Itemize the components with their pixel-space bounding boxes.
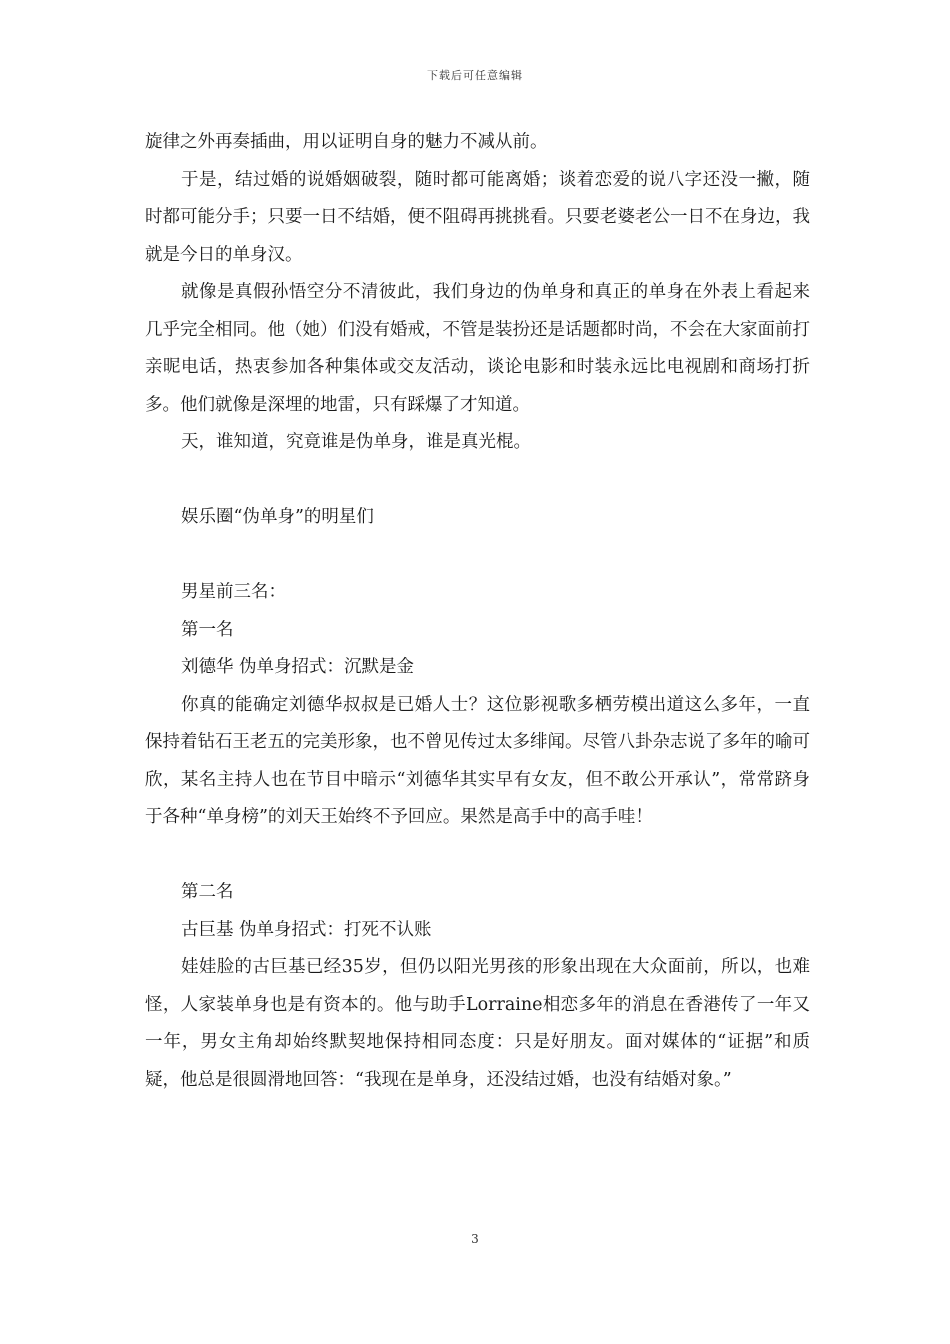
blank-line: [145, 537, 810, 575]
rank-description: 娃娃脸的古巨基已经35岁，但仍以阳光男孩的形象出现在大众面前，所以，也难怪，人家装单身也是有资本的。他与助手Lorraine相恋多年的消息在香港传了一年又一年，男女主角却始终默契地保持相同态度：只是好朋友。面对媒体的“证据”和质疑，他总是很圆滑地回答：“我现在是单身，还没结过婚，也没有结婚对象。”: [145, 957, 810, 1090]
section-title: 娱乐圈“伪单身”的明星们: [181, 507, 374, 527]
rank-description: 你真的能确定刘德华叔叔是已婚人士？这位影视歌多栖劳模出道这么多年，一直保持着钻石王老五的完美形象，也不曾见传过太多绯闻。尽管八卦杂志说了多年的喻可欣，某名主持人也在节目中暗示“刘德华其实早有女友，但不敢公开承认”，常常跻身于各种“单身榜”的刘天王始终不予回应。果然是高手中的高手哇！: [145, 694, 810, 827]
rank-name: 刘德华 伪单身招式：沉默是金: [181, 657, 415, 677]
rank-name: 古巨基 伪单身招式：打死不认账: [181, 919, 432, 940]
blank-line: [145, 837, 810, 875]
paragraph-fake-single: 就像是真假孙悟空分不清彼此，我们身边的伪单身和真正的单身在外表上看起来几乎完全相同。他（她）们没有婚戒，不管是装扮还是话题都时尚，不会在大家面前打亲昵电话，热衷参加各种集体或交友活动，谈论电影和时装永远比电视剧和商场打折多。他们就像是深埋的地雷，只有踩爆了才知道。: [145, 282, 810, 415]
rank-heading: 第二名: [181, 882, 234, 902]
paragraph-continuation: 旋律之外再奏插曲，用以证明自身的魅力不减从前。: [145, 132, 548, 152]
page-number: 3: [471, 1232, 479, 1246]
paragraph-divorce: 于是，结过婚的说婚姻破裂，随时都可能离婚；谈着恋爱的说八字还没一撇，随时都可能分手；只要一日不结婚，便不阻碍再挑挑看。只要老婆老公一日不在身边，我就是今日的单身汉。: [145, 169, 810, 265]
blank-line: [145, 462, 810, 500]
page-header: 下载后可任意编辑: [427, 69, 523, 82]
paragraph-who-knows: 天，谁知道，究竟谁是伪单身，谁是真光棍。: [181, 432, 531, 452]
rank-heading: 第一名: [181, 619, 234, 640]
subsection-title: 男星前三名：: [181, 582, 286, 602]
document-body: [145, 124, 810, 1099]
